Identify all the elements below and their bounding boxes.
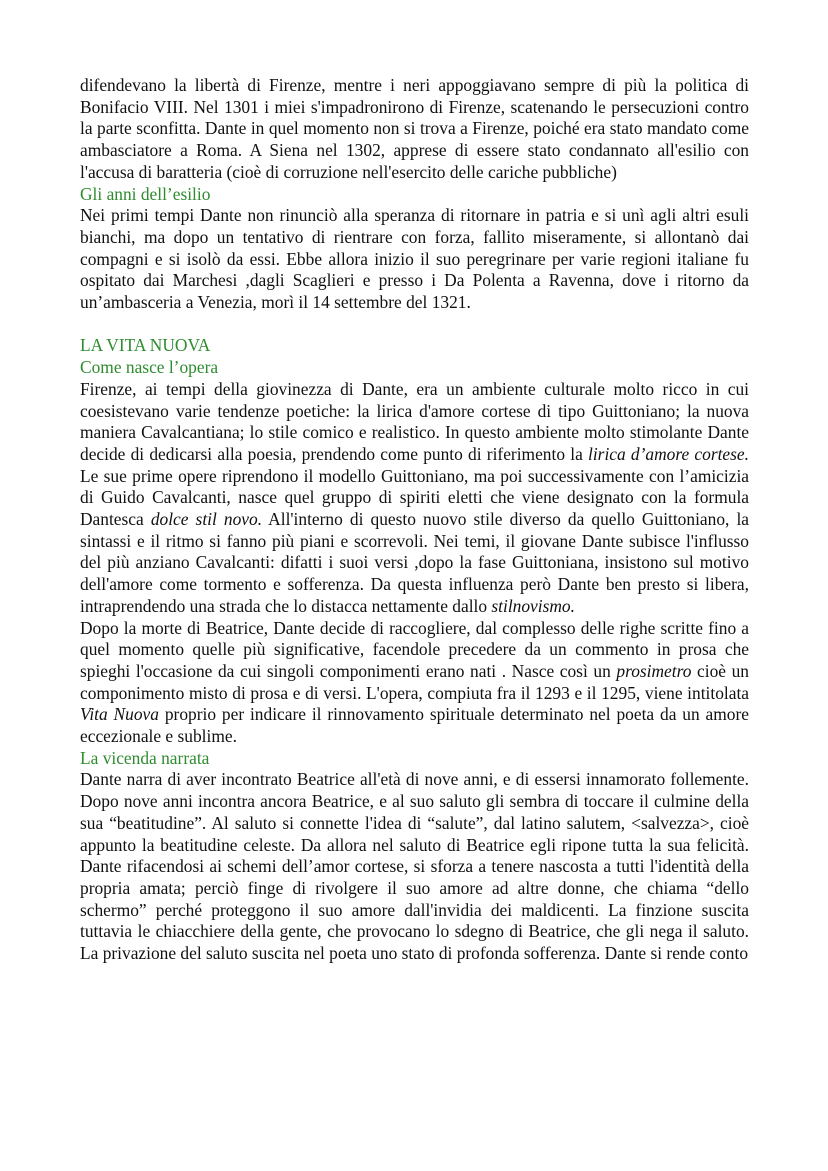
origin-p1-italic-2: dolce stil novo. <box>150 509 263 530</box>
exile-heading: Gli anni dell’esilio <box>80 183 211 204</box>
document-page <box>80 75 749 965</box>
origin-p1-text-2: Le sue prime opere riprendono il modello Guittoniano, ma poi successivamente con l’amicizia di Guido Cavalcanti, nasce quel gruppo di spiriti eletti che viene designato con la formula Dantesca <box>80 465 749 530</box>
origin-p2-text-1: Dopo la morte di Beatrice, Dante decide di raccogliere, dal complesso delle righe scritte fino a quel momento quelle più significative, facendole precedere da un commento in prosa che spieghi l'occasione da cui singoli componimenti erano nati . Nasce così un <box>80 617 749 681</box>
exile-paragraph: Nei primi tempi Dante non rinunciò alla speranza di ritornare in patria e si unì agli altri esuli bianchi, ma dopo un tentativo di rientrare con forza, fallito miseramente, si allontanò dai compagni e si isolò da essi. Ebbe allora inizio il suo peregrinare per varie regioni italiane fu ospitato dai Marchesi ,dagli Scaglieri e presso i Da Polenta a Ravenna, dove i ritorno da un’ambasceria a Venezia, morì il 14 settembre del 1321. <box>80 205 749 313</box>
origin-p1-text-1: Firenze, ai tempi della giovinezza di Dante, era un ambiente culturale molto ricco in cui coesistevano varie tendenze poetiche: la lirica d'amore cortese di tipo Guittoniano; la nuova maniera Cavalcantiana; lo stile comico e realistico. In questo ambiente molto stimolante Dante decide di dedicarsi alla poesia, prendendo come punto di riferimento la <box>80 378 749 464</box>
origin-p2-italic-2: Vita Nuova <box>80 704 159 725</box>
origin-heading: Come nasce l’opera <box>80 357 219 378</box>
origin-p2-text-2: cioè un componimento misto di prosa e di versi. L'opera, compiuta fra il 1293 e il 1295, viene intitolata <box>80 660 749 703</box>
origin-paragraph-1 <box>80 379 749 618</box>
story-heading: La vicenda narrata <box>80 747 210 768</box>
vita-nuova-title: LA VITA NUOVA <box>80 335 211 356</box>
origin-p2-text-3: proprio per indicare il rinnovamento spirituale determinato nel poeta da un amore eccezionale e sublime. <box>80 704 749 747</box>
story-paragraph: Dante narra di aver incontrato Beatrice all'età di nove anni, e di essersi innamorato follemente. Dopo nove anni incontra ancora Beatrice, e al suo saluto gli sembra di toccare il culmine della sua “beatitudine”. Al saluto si connette l'idea di “salute”, dal latino salutem, <salvezza>, cioè appunto la beatitudine celeste. Da allora nel saluto di Beatrice egli ripone tutta la sua felicità. Dante rifacendosi ai schemi dell’amor cortese, si sforza a tenere nascosta a tutti l'identità della propria amata; perciò finge di rivolgere il suo amore ad altre donne, che chiama “dello schermo” perché proteggono il suo amore dall'invidia dei maldicenti. La finzione suscita tuttavia le chiacchiere della gente, che provocano lo sdegno di Beatrice, che gli nega il saluto. La privazione del saluto suscita nel poeta uno stato di profonda sofferenza. Dante si rende conto <box>80 769 749 964</box>
intro-paragraph: difendevano la libertà di Firenze, mentre i neri appoggiavano sempre di più la politica di Bonifacio VIII. Nel 1301 i miei s'impadronirono di Firenze, scatenando le persecuzioni contro la parte sconfitta. Dante in quel momento non si trova a Firenze, poiché era stato mandato come ambasciatore a Roma. A Siena nel 1302, apprese di essere stato condannato all'esilio con l'accusa di baratteria (cioè di corruzione nell'esercito delle cariche pubbliche) <box>80 75 749 182</box>
section-spacer <box>80 314 749 336</box>
origin-paragraph-2 <box>80 618 749 748</box>
origin-p1-italic-1: lirica d’amore cortese. <box>588 443 749 464</box>
origin-p1-italic-3: stilnovismo. <box>491 595 575 616</box>
origin-p2-italic-1: prosimetro <box>616 660 692 681</box>
origin-p1-text-3: All'interno di questo nuovo stile diverso da quello Guittoniano, la sintassi e il ritmo si fanno più piani e scorrevoli. Nei temi, il giovane Dante subisce l'influsso del più anziano Cavalcanti: difatti i suoi versi ,dopo la fase Guittoniana, insistono sul motivo dell'amore come tormento e sofferenza. Da questa influenza però Dante ben presto si libera, intraprendendo una strada che lo distacca nettamente dallo <box>80 509 749 616</box>
